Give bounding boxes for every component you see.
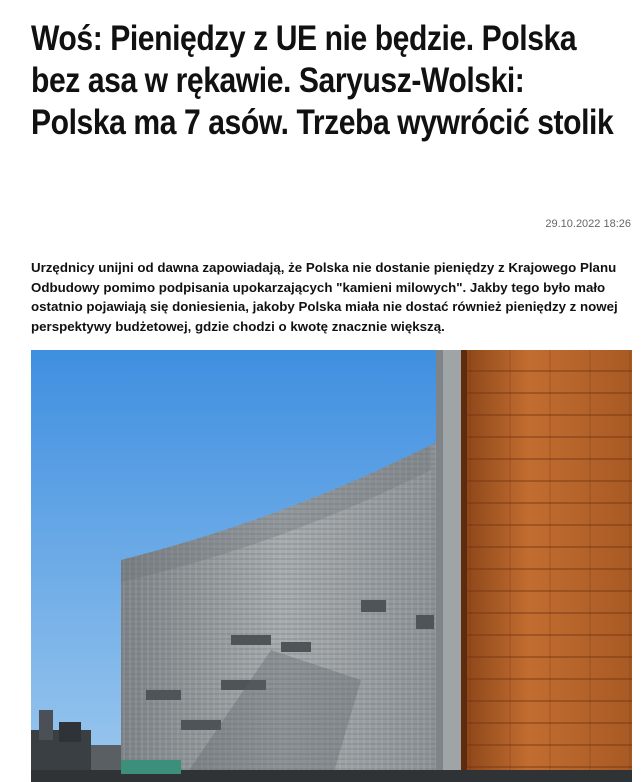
article-lead: Urzędnicy unijni od dawna zapowiadają, że Polska nie dostanie pieniędzy z Krajowego Planu Odbudowy pomimo podpisania upokarzających "kamieni milowych". Jakby tego było mało ostatnio pojawiają się doniesienia, jakoby Polska miała nie dostać również pieniędzy z nowej perspektywy budżetowej, gdzie chodzi o kwotę znacznie większą.: [31, 260, 618, 334]
article-date: 29.10.2022 18:26: [545, 218, 631, 230]
article-title: Woś: Pieniędzy z UE nie będzie. Polska bez asa w rękawie. Saryusz-Wolski: Polska ma 7 asów. Trzeba wywrócić stolik: [31, 19, 614, 142]
building-photo-illustration: [31, 350, 632, 782]
article-photo[interactable]: [31, 350, 632, 782]
